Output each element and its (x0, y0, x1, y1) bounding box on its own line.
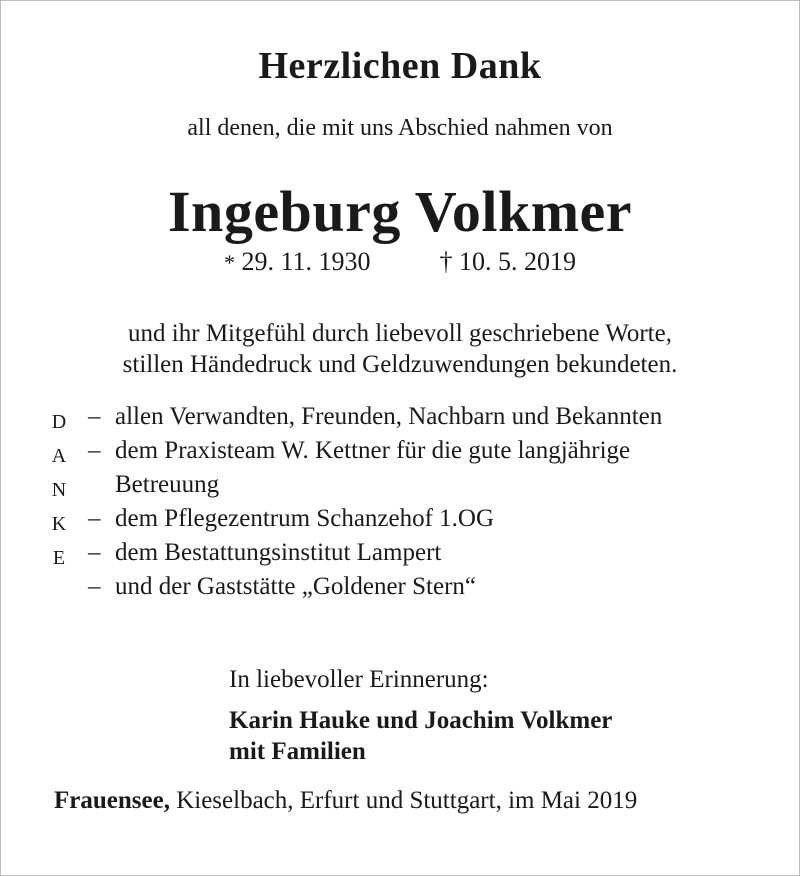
thanks-item: – und der Gaststätte „Goldener Stern“ (88, 570, 768, 604)
memory-line: In liebevoller Erinnerung: (229, 666, 489, 693)
place-date-line (54, 787, 637, 815)
dash: – (88, 505, 101, 532)
place-date-rest: Kieselbach, Erfurt und Stuttgart, im Mai 2019 (169, 787, 638, 814)
thanks-item: – dem Praxisteam W. Kettner für die gute langjährige (88, 434, 768, 468)
birth-star-icon: * (223, 250, 235, 275)
thanks-list (88, 400, 768, 604)
place-bold: Frauensee, (54, 787, 170, 814)
danke-vertical (49, 405, 69, 575)
thanks-item: – dem Bestattungsinstitut Lampert (88, 536, 768, 570)
danke-letter: A (51, 445, 67, 467)
dash: – (88, 573, 101, 600)
notice-heading: Herzlichen Dank (258, 45, 542, 87)
thanks-item-continuation: Betreuung (115, 471, 220, 498)
danke-letter: K (51, 513, 67, 535)
life-dates (0, 247, 800, 277)
death-cross-icon: † (439, 247, 453, 276)
dash: – (88, 437, 101, 464)
danke-letter: N (51, 479, 67, 501)
danke-letter: D (51, 411, 67, 433)
signers (229, 705, 612, 767)
death-date: 10. 5. 2019 (459, 247, 577, 276)
signer-line: mit Familien (229, 738, 366, 765)
signer-line: Karin Hauke und Joachim Volkmer (229, 707, 613, 734)
condolence-text (0, 318, 800, 380)
intro-line: all denen, die mit uns Abschied nahmen von (187, 115, 613, 141)
deceased-name: Ingeburg Volkmer (167, 179, 632, 244)
dash: – (88, 403, 101, 430)
dash: – (88, 539, 101, 566)
condolence-line: und ihr Mitgefühl durch liebevoll geschriebene Worte, (128, 320, 672, 347)
birth-date: 29. 11. 1930 (241, 247, 371, 276)
danke-letter: E (52, 547, 66, 569)
thanks-item: – dem Pflegezentrum Schanzehof 1.OG (88, 502, 768, 536)
thanks-item: – allen Verwandten, Freunden, Nachbarn und Bekannten (88, 400, 768, 434)
condolence-line: stillen Händedruck und Geldzuwendungen bekundeten. (122, 351, 678, 378)
